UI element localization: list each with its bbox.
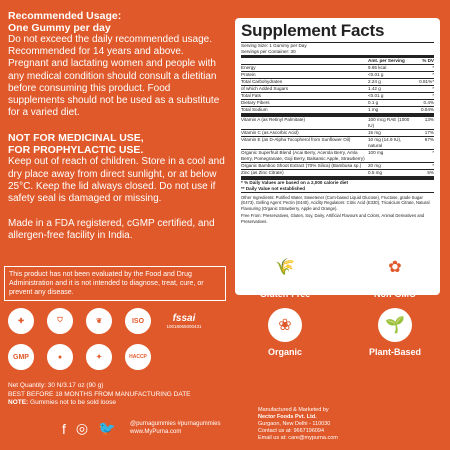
nutrient-dv: 0.04% [420,107,434,112]
mfg-line1: Manufactured & Marketed by [258,407,329,413]
nutrient-name: Dietary Fibers [241,100,270,105]
vitamin-rows [241,117,434,177]
vitamin-dv: 17% [424,130,434,135]
fssai-logo [164,308,204,334]
vitamin-amt: 10 mg (14.9 IU), natural [368,137,402,148]
certification-badges [8,308,230,380]
nutrient-amt: 1 mg [368,107,379,112]
vitamin-name: Vitamin C (as Ascorbic Acid) [241,130,299,135]
plant-based-label: Plant-Based [368,347,421,357]
vitamin-row [241,163,434,169]
vitamin-amt: 20 mg [368,163,381,168]
amt-header: Amt. per Serving [368,58,405,63]
fssai-number: 10018065000431 [166,324,202,329]
vitamin-name: Vitamin A (as Retinyl Palmitate) [241,117,305,122]
other-ingredients: Other Ingredients: Purified Water, Sweetener (Corn-based Liquid Glucose), Fructose, grade Sugar (E473), Gelling Agent: Pectin (E440), Acidity Regulators: Citric Acid (E330), Tricalcium Citrate, Natural Flavouring (Organic Strawberry, Apple and Orange). [241,195,430,211]
gluten-free-feature [240,250,330,299]
mfg-line4: Contact us at: 9667196094 [258,428,325,434]
not-medicinal-text: Keep out of reach of children. Store in a cool and dry place away from direct sunlight, or at below 25°C. Keep the lid always closed. Do not use if safety seal is damaged or missing. [8,156,225,205]
nutrient-amt: 2.24 g [368,79,381,84]
footnote-2: ** Daily Value not established [241,186,306,191]
nutrient-row [241,86,434,92]
vitamin-dv: 5% [427,170,434,175]
facebook-icon[interactable]: f [62,420,66,437]
note [8,399,233,408]
nutrient-row [241,65,434,71]
vitamin-name: Zinc (as Zinc Citrate) [241,170,284,175]
note-text: Gummies not to be sold loose [28,399,117,406]
free-from: Free From: Preservatives, Gluten, Soy, Dairy, Artificial Flavours and Colors, Animal Derivatives and Preservatives. [241,213,425,224]
nutrient-dv: * [432,72,434,77]
footnote-1: * % Daily Values are based on a 2,000 calorie diet [241,180,348,185]
best-before: BEST BEFORE 18 MONTHS FROM MANUFACTURING DATE [8,390,191,398]
vitamin-amt: 100 mcg RAE (1000 IU) [368,117,410,128]
vitamin-row [241,150,434,162]
fda-disclaimer: This product has not been evaluated by the Food and Drug Administration and it is not intended to diagnose, treat, cure, or prevent any disease. [4,266,226,301]
nutrient-row [241,72,434,78]
nutrient-dv: * [432,86,434,91]
nutrient-row [241,100,434,106]
nutrient-amt: <0.01 g [368,72,384,77]
social-icons [62,420,116,437]
left-column [8,10,226,253]
fssai-label: fssai [172,313,196,324]
nutrient-row [241,93,434,99]
usage-text: Do not exceed the daily recommended usage. Recommended for 14 years and above. Pregnant and lactating women and people with any medical condition should consult a dietitian before consuming this product. Food supplements should not be used as a substitute for a varied diet. [8,34,220,119]
shield-badge-icon: ⛉ [47,308,73,334]
plant-icon: 🌱 [378,308,412,342]
haccp-badge-icon: HACCP [125,344,151,370]
leaf-icon: ❀ [268,308,302,342]
nutrient-dv: 0.81%* [419,79,434,84]
twitter-icon[interactable]: 🐦 [98,420,116,436]
not-medicinal-heading-2: FOR PROPHYLACTIC USE. [8,144,144,157]
vitamin-row [241,137,434,149]
mfg-line2: Nector Foods Pvt. Ltd. [258,414,317,420]
nutrient-amt: 1.42 g [368,86,381,91]
note-label: NOTE: [8,399,29,406]
cross-badge-icon: ✚ [8,308,34,334]
handle: @purnagummies #purnagummies [130,421,221,427]
vitamin-dv: 67% [424,137,434,142]
vitamin-row [241,170,434,176]
serving-size: Serving Size: 1 Gummy per Day [241,43,307,48]
nutrient-name: Total Sodium [241,107,268,112]
usage-subheading: One Gummy per day [8,22,111,34]
nutrient-row [241,79,434,85]
vitamin-row [241,130,434,136]
gmo-icon: ✿ [378,250,412,284]
wheat-icon: 🌾 [268,250,302,284]
dv-header: % DV [422,58,434,63]
nutrient-rows [241,65,434,114]
non-gmo-label: Non-GMO [374,289,416,299]
organic-feature [240,308,330,357]
social-handle [130,420,220,436]
vitamin-amt: 100 mg [368,150,384,155]
nutrient-dv: * [432,93,434,98]
organic-label: Organic [267,347,302,357]
iso-badge-icon: ISO [125,308,151,334]
non-gmo-feature [350,250,440,299]
nutrient-dv: 0.4% [423,100,434,105]
vitamin-name: Vitamin E (as D-Alpha Tocopherol from Sunflower Oil) [241,137,351,142]
gluten-free-label: Gluten-Free [259,289,311,299]
vitamin-amt: 15 mg [368,130,381,135]
vitamin-dv: 13% [424,117,434,122]
quality-badge-icon: ✦ [86,344,112,370]
nutrient-name: of which Added Sugars [241,86,288,91]
veg-badge-icon: ● [47,344,73,370]
nutrient-name: Protein [241,72,256,77]
usage-heading: Recommended Usage: [8,10,122,22]
nutrient-name: Total Fats [241,93,261,98]
servings-per-container: Servings per Container: 30 [241,49,296,54]
vitamin-row [241,117,434,129]
plant-based-feature [350,308,440,357]
website-link[interactable]: www.MyPurna.com [130,429,182,435]
nutrient-amt: <0.01 g [368,93,384,98]
vitamin-name: Organic Bamboo Shoot Extract (70% Silica) (Bambusa sp.) [241,163,362,168]
net-quantity [8,382,233,408]
nutrient-dv: * [432,65,434,70]
leaf-badge-icon: ❦ [86,308,112,334]
vitamin-dv: * [432,163,434,168]
vitamin-name: Organic Superfruit Blend (Acai Berry, Acerola Berry, Amla Berry, Pomegranate, Goji Berry, Balsamic Apple, Strawberry) [241,150,365,161]
nutrient-name: Energy [241,65,256,70]
nutrient-amt: 9.65 kcal [368,65,387,70]
nutrient-name: Total Carbohydrates [241,79,283,84]
mfg-line5: Email us at: care@mypurna.com [258,435,338,441]
supplement-facts-title: Supplement Facts [241,21,385,40]
fda-text: Made in a FDA registered, cGMP certified, and allergen-free facility in India. [8,218,215,242]
nutrient-row [241,107,434,113]
not-medicinal-heading-1: NOT FOR MEDICINAL USE, [8,132,144,145]
gmp-badge-icon: GMP [8,344,34,370]
manufacturer-info [258,407,443,442]
mfg-line3: Gurgaon, New Delhi - 110030 [258,421,331,427]
vitamin-amt: 0.5 mg [368,170,383,175]
not-medicinal-heading [8,132,226,156]
vitamin-dv: * [432,150,434,155]
net-qty: Net Quantity: 30 N/3.17 oz (90 g) [8,382,104,389]
nutrient-amt: 0.1 g [368,100,379,105]
instagram-icon[interactable]: ◎ [75,420,89,436]
